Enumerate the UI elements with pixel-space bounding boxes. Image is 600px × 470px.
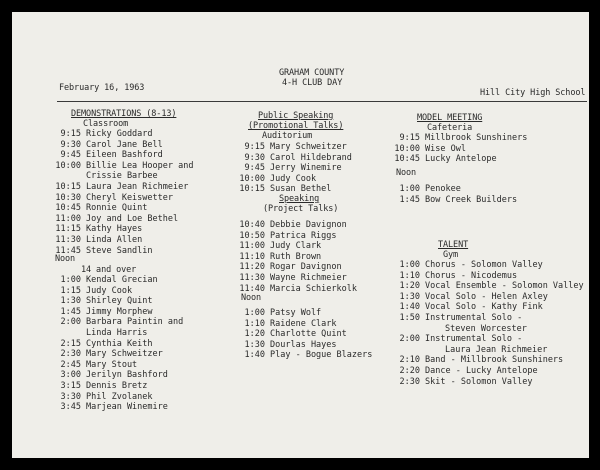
- schedule-row: [55, 359, 138, 371]
- schedule-row: [55, 150, 163, 161]
- schedule-time: 11:30: [239, 272, 265, 283]
- talent-heading: TALENT: [438, 240, 469, 250]
- talent-location: Gym: [443, 250, 459, 260]
- schedule-row: [55, 306, 153, 318]
- schedule-entry: Jerry Winemire: [270, 163, 342, 174]
- schedule-entry: Vocal Ensemble - Solomon Valley: [425, 281, 584, 292]
- schedule-row: [394, 270, 518, 282]
- public-speaking-heading: Public Speaking: [258, 111, 334, 121]
- schedule-row: [55, 391, 153, 403]
- schedule-entry: Raidene Clark: [270, 318, 337, 329]
- schedule-row: [55, 181, 189, 193]
- schedule-time: 2:00: [60, 317, 81, 328]
- schedule-entry: Eileen Bashford: [86, 150, 163, 161]
- schedule-entry: Shirley Quint: [86, 296, 153, 307]
- schedule-time: 1:45: [399, 194, 420, 205]
- schedule-row: [239, 262, 342, 273]
- event-date: February 16, 1963: [59, 83, 145, 93]
- schedule-entry: Penokee: [425, 184, 461, 194]
- speaking-subtitle: (Project Talks): [263, 204, 339, 214]
- schedule-entry: Debbie Davignon: [270, 220, 347, 230]
- schedule-time: 11:30: [55, 234, 81, 245]
- schedule-row: [239, 230, 337, 242]
- schedule-time: 11:40: [239, 283, 265, 294]
- schedule-entry: Crissie Barbee: [86, 171, 158, 182]
- schedule-time: 3:30: [60, 391, 81, 402]
- schedule-entry: Chorus - Nicodemus: [425, 270, 518, 281]
- schedule-row: [55, 370, 168, 381]
- schedule-entry: Rogar Davignon: [270, 262, 342, 273]
- schedule-row: [55, 402, 168, 413]
- schedule-time: 10:15: [55, 181, 81, 192]
- schedule-entry: Patrica Riggs: [270, 230, 337, 241]
- schedule-time: 10:15: [239, 184, 265, 195]
- schedule-entry: Ricky Goddard: [86, 129, 153, 139]
- schedule-entry: Wise Owl: [425, 143, 466, 154]
- schedule-time: 1:45: [60, 306, 81, 317]
- schedule-time: 1:15: [60, 285, 81, 296]
- schedule-time: 2:45: [60, 359, 81, 370]
- schedule-row: [394, 133, 528, 144]
- schedule-time: 1:10: [399, 270, 420, 281]
- speaking-afternoon-list: [239, 308, 373, 361]
- schedule-row: [394, 260, 543, 271]
- schedule-entry: Phil Zvolanek: [86, 391, 153, 402]
- schedule-entry: Instrumental Solo -: [425, 312, 523, 323]
- schedule-entry: Kendal Grecian: [86, 275, 158, 285]
- schedule-entry: Dennis Bretz: [86, 380, 148, 391]
- schedule-time: 11:45: [55, 245, 81, 256]
- schedule-entry: Cynthia Keith: [86, 338, 153, 349]
- schedule-row: [55, 380, 148, 392]
- schedule-entry: Mary Stout: [86, 359, 138, 370]
- schedule-row: [239, 163, 342, 174]
- schedule-time: 10:30: [55, 192, 81, 203]
- schedule-row: [239, 152, 352, 164]
- schedule-row: [239, 350, 373, 361]
- event-title-county: GRAHAM COUNTY: [279, 68, 345, 78]
- schedule-time: 9:30: [244, 152, 265, 163]
- schedule-row: [239, 220, 347, 231]
- schedule-time: 1:20: [399, 281, 420, 292]
- schedule-row: [55, 338, 153, 350]
- schedule-row: [55, 129, 153, 140]
- schedule-row: [239, 251, 322, 263]
- schedule-entry: Judy Cook: [86, 285, 133, 296]
- model-meeting-afternoon-list: [394, 184, 518, 205]
- schedule-row: [239, 184, 332, 195]
- schedule-time: 10:50: [239, 230, 265, 241]
- schedule-entry: Barbara Paintin and: [86, 317, 184, 328]
- schedule-time: 1:30: [60, 296, 81, 307]
- speaking-heading: Speaking: [279, 194, 320, 204]
- schedule-entry: Mary Schweitzer: [270, 142, 347, 152]
- schedule-row: [394, 312, 523, 324]
- schedule-time: 1:30: [399, 291, 420, 302]
- schedule-time: 9:45: [60, 150, 81, 161]
- schedule-row: [55, 285, 133, 297]
- schedule-row: [55, 317, 184, 328]
- schedule-entry: Susan Bethel: [270, 184, 332, 195]
- schedule-row: [239, 318, 337, 330]
- schedule-time: 1:20: [244, 329, 265, 340]
- schedule-time: 2:30: [399, 376, 420, 387]
- schedule-entry: Ronnie Quint: [86, 203, 148, 214]
- schedule-time: 1:40: [399, 302, 420, 313]
- schedule-row: [394, 194, 518, 206]
- schedule-entry: Cheryl Keiswetter: [86, 192, 173, 203]
- schedule-entry: Linda Allen: [86, 234, 143, 245]
- schedule-entry: Bow Creek Builders: [425, 194, 518, 205]
- schedule-time: 1:40: [244, 350, 265, 361]
- schedule-entry: Marcia Schierkolk: [270, 283, 357, 294]
- schedule-row: [55, 192, 173, 204]
- schedule-row: [55, 213, 179, 225]
- schedule-entry: Mary Schweitzer: [86, 349, 163, 360]
- schedule-entry: Carol Jane Bell: [86, 139, 163, 150]
- schedule-entry: Linda Harris: [86, 327, 148, 338]
- demonstrations-afternoon-list: [55, 275, 184, 413]
- schedule-row: [55, 160, 194, 172]
- schedule-row: [239, 142, 347, 153]
- schedule-row: [239, 241, 322, 252]
- schedule-row: [394, 291, 548, 303]
- schedule-entry: Band - Millbrook Sunshiners: [425, 355, 564, 366]
- schedule-time: 11:15: [55, 224, 81, 235]
- schedule-time: 1:00: [244, 308, 265, 318]
- schedule-time: 2:15: [60, 338, 81, 349]
- schedule-entry: Play - Bogue Blazers: [270, 350, 373, 361]
- schedule-time: 10:40: [239, 220, 265, 230]
- schedule-time: 1:10: [244, 318, 265, 329]
- schedule-entry: Laura Jean Richmeier: [445, 344, 548, 355]
- demonstrations-morning-list: [55, 129, 194, 256]
- schedule-row: [394, 334, 523, 345]
- schedule-row: [55, 139, 163, 151]
- schedule-row: [394, 344, 548, 356]
- schedule-row: [55, 171, 158, 182]
- model-meeting-morning-list: [394, 133, 528, 165]
- schedule-entry: Dourlas Hayes: [270, 339, 337, 350]
- schedule-row: [239, 272, 347, 284]
- schedule-time: 11:10: [239, 251, 265, 262]
- schedule-time: 1:00: [60, 275, 81, 285]
- schedule-row: [394, 323, 527, 335]
- schedule-time: 11:20: [239, 262, 265, 273]
- schedule-entry: Chorus - Solomon Valley: [425, 260, 543, 270]
- schedule-entry: Billie Lea Hooper and: [86, 160, 194, 171]
- demonstrations-heading: DEMONSTRATIONS (8-13): [71, 109, 177, 119]
- schedule-entry: Ruth Brown: [270, 251, 322, 262]
- speaking-noon-label: Noon: [241, 293, 262, 303]
- schedule-time: 2:30: [60, 349, 81, 360]
- schedule-entry: Jerilyn Bashford: [86, 370, 168, 381]
- demonstrations-noon-label: Noon: [55, 254, 76, 264]
- schedule-entry: Carol Hildebrand: [270, 152, 352, 163]
- schedule-time: 9:15: [60, 129, 81, 139]
- schedule-time: 11:00: [55, 213, 81, 224]
- schedule-time: 3:15: [60, 380, 81, 391]
- schedule-entry: Instrumental Solo -: [425, 334, 523, 345]
- schedule-row: [394, 376, 533, 388]
- schedule-entry: Laura Jean Richmeier: [86, 181, 189, 192]
- schedule-time: 9:15: [399, 133, 420, 143]
- schedule-time: 10:00: [239, 173, 265, 184]
- model-meeting-location: Cafeteria: [427, 123, 473, 133]
- schedule-time: 10:00: [55, 160, 81, 171]
- schedule-row: [394, 302, 543, 313]
- demonstrations-location: Classroom: [83, 119, 129, 129]
- header-divider: [57, 101, 587, 102]
- schedule-row: [55, 234, 143, 246]
- event-location: Hill City High School: [480, 88, 586, 98]
- schedule-row: [239, 329, 347, 340]
- public-speaking-location: Auditorium: [262, 131, 313, 141]
- schedule-entry: Joy and Loe Bethel: [86, 213, 179, 224]
- talent-list: [394, 260, 584, 387]
- schedule-row: [394, 154, 497, 165]
- schedule-time: 1:50: [399, 312, 420, 323]
- schedule-time: 1:30: [244, 339, 265, 350]
- schedule-row: [239, 339, 337, 351]
- schedule-entry: Jimmy Morphew: [86, 306, 153, 317]
- schedule-entry: Steven Worcester: [445, 323, 527, 334]
- schedule-entry: Wayne Richmeier: [270, 272, 347, 283]
- schedule-time: 3:00: [60, 370, 81, 381]
- schedule-entry: Steve Sandlin: [86, 245, 153, 256]
- schedule-entry: Marjean Winemire: [86, 402, 168, 413]
- schedule-entry: Kathy Hayes: [86, 224, 143, 235]
- schedule-entry: Vocal Solo - Kathy Fink: [425, 302, 543, 313]
- schedule-row: [394, 184, 461, 195]
- schedule-row: [55, 224, 143, 235]
- schedule-time: 9:15: [244, 142, 265, 152]
- schedule-time: 10:45: [55, 203, 81, 214]
- schedule-row: [55, 349, 163, 360]
- schedule-entry: Vocal Solo - Helen Axley: [425, 291, 548, 302]
- model-meeting-noon-label: Noon: [396, 168, 417, 178]
- schedule-time: 9:30: [60, 139, 81, 150]
- speaking-morning-list: [239, 220, 357, 294]
- schedule-time: 10:45: [394, 154, 420, 165]
- schedule-time: 2:10: [399, 355, 420, 366]
- schedule-row: [394, 355, 564, 366]
- schedule-row: [55, 296, 153, 307]
- schedule-time: 2:00: [399, 334, 420, 345]
- schedule-entry: Dance - Lucky Antelope: [425, 365, 538, 376]
- schedule-row: [394, 281, 584, 292]
- schedule-time: 1:00: [399, 184, 420, 194]
- schedule-time: 11:00: [239, 241, 265, 252]
- public-speaking-list: [239, 142, 352, 195]
- schedule-row: [239, 173, 317, 185]
- program-sheet: [12, 12, 589, 458]
- schedule-row: [394, 143, 466, 155]
- schedule-entry: Lucky Antelope: [425, 154, 497, 165]
- public-speaking-subtitle: (Promotional Talks): [248, 121, 344, 131]
- schedule-row: [55, 275, 158, 286]
- schedule-entry: Charlotte Quint: [270, 329, 347, 340]
- schedule-entry: Skit - Solomon Valley: [425, 376, 533, 387]
- schedule-row: [55, 203, 148, 214]
- schedule-row: [394, 365, 538, 377]
- schedule-entry: Millbrook Sunshiners: [425, 133, 528, 143]
- schedule-entry: Patsy Wolf: [270, 308, 322, 318]
- schedule-row: [55, 327, 148, 339]
- schedule-time: 9:45: [244, 163, 265, 174]
- demonstrations-age-group: 14 and over: [81, 265, 137, 275]
- schedule-entry: Judy Cook: [270, 173, 317, 184]
- model-meeting-heading: MODEL MEETING: [417, 113, 483, 123]
- schedule-time: 2:20: [399, 365, 420, 376]
- schedule-entry: Judy Clark: [270, 241, 322, 252]
- schedule-time: 1:00: [399, 260, 420, 270]
- schedule-row: [239, 308, 322, 319]
- schedule-time: 10:00: [394, 143, 420, 154]
- event-title-club-day: 4-H CLUB DAY: [282, 78, 343, 88]
- schedule-time: 3:45: [60, 402, 81, 413]
